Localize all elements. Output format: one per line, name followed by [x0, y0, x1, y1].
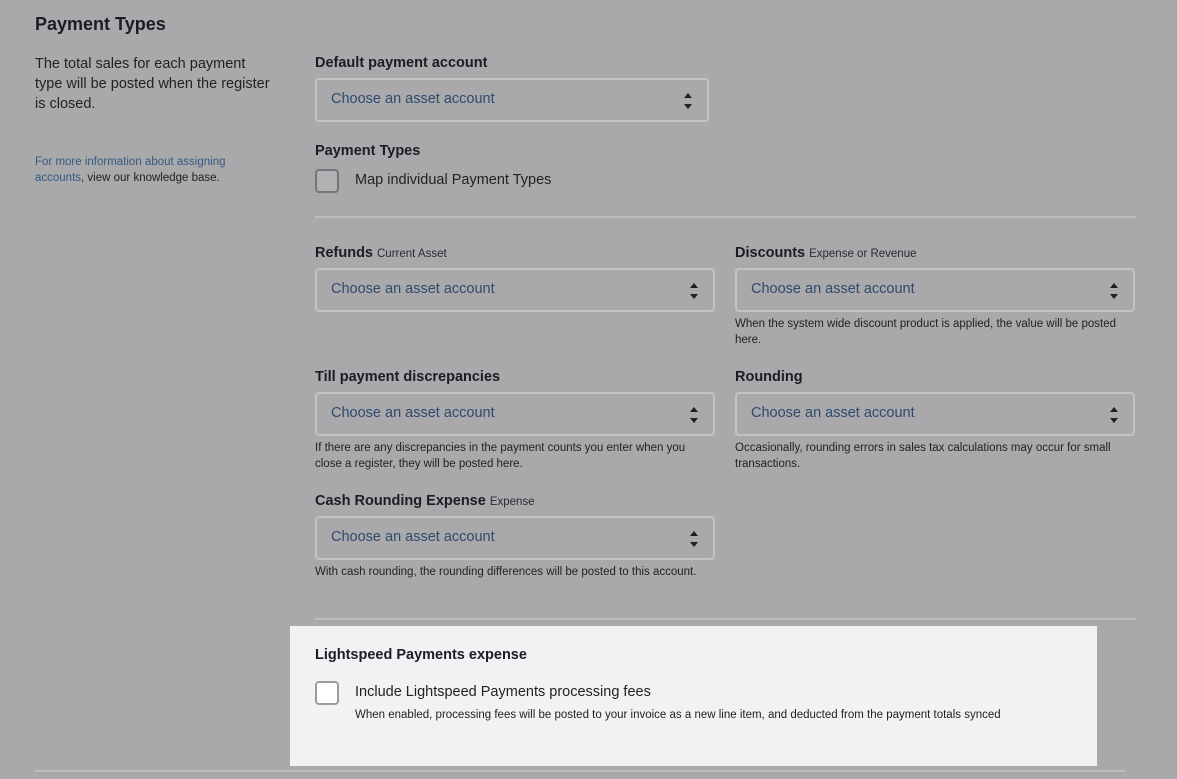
- till-select[interactable]: [315, 392, 715, 436]
- cash-rounding-sublabel: Expense: [489, 496, 535, 508]
- knowledge-base-note: [35, 154, 265, 186]
- discounts-label: [735, 245, 917, 261]
- refunds-label: [315, 245, 447, 261]
- till-value: Choose an asset account: [331, 405, 495, 421]
- bottom-divider: [35, 770, 1125, 772]
- cash-rounding-label-text: Cash Rounding Expense: [315, 493, 486, 509]
- refunds-select[interactable]: [315, 268, 715, 312]
- till-help: If there are any discrepancies in the payment counts you enter when you close a register, they will be posted here.: [315, 442, 686, 470]
- discounts-label-text: Discounts: [735, 245, 806, 261]
- refunds-sublabel: Current Asset: [377, 248, 447, 260]
- discounts-help: When the system wide discount product is applied, the value will be posted here.: [735, 318, 1116, 346]
- select-arrows-icon: [689, 404, 699, 426]
- default-account-value: Choose an asset account: [331, 91, 495, 107]
- rounding-help: Occasionally, rounding errors in sales tax calculations may occur for small transactions.: [735, 442, 1111, 470]
- select-arrows-icon: [1109, 404, 1119, 426]
- rounding-value: Choose an asset account: [751, 405, 915, 421]
- knowledge-base-note-text: , view our knowledge base.: [81, 172, 220, 184]
- cash-rounding-value: Choose an asset account: [331, 529, 495, 545]
- section-description: The total sales for each payment type will be posted when the register is closed.: [35, 56, 270, 112]
- payment-types-label: Payment Types: [315, 143, 421, 159]
- default-account-label: Default payment account: [315, 55, 488, 71]
- refunds-label-text: Refunds: [315, 245, 373, 261]
- lightspeed-fees-label[interactable]: Include Lightspeed Payments processing fees: [355, 684, 651, 700]
- map-payment-types-label[interactable]: Map individual Payment Types: [355, 172, 552, 188]
- divider: [315, 618, 1136, 620]
- lightspeed-title: Lightspeed Payments expense: [315, 647, 527, 663]
- lightspeed-fees-help: When enabled, processing fees will be posted to your invoice as a new line item, and deducted from the payment totals synced: [355, 709, 1001, 721]
- rounding-label: Rounding: [735, 369, 803, 385]
- cash-rounding-select[interactable]: [315, 516, 715, 560]
- cash-rounding-label: [315, 493, 535, 509]
- discounts-select[interactable]: [735, 268, 1135, 312]
- discounts-value: Choose an asset account: [751, 281, 915, 297]
- rounding-select[interactable]: [735, 392, 1135, 436]
- section-title: Payment Types: [35, 14, 166, 34]
- knowledge-base-link[interactable]: For more information about assigning accounts: [35, 156, 226, 184]
- discounts-sublabel: Expense or Revenue: [809, 248, 917, 260]
- select-arrows-icon: [1109, 280, 1119, 302]
- select-arrows-icon: [689, 528, 699, 550]
- divider: [315, 216, 1136, 218]
- map-payment-types-checkbox[interactable]: [315, 169, 339, 193]
- lightspeed-fees-checkbox[interactable]: [315, 681, 339, 705]
- default-account-select[interactable]: [315, 78, 709, 122]
- cash-rounding-help: With cash rounding, the rounding differences will be posted to this account.: [315, 566, 697, 578]
- lightspeed-payments-panel: [290, 626, 1097, 766]
- select-arrows-icon: [683, 90, 693, 112]
- till-label: Till payment discrepancies: [315, 369, 501, 385]
- refunds-value: Choose an asset account: [331, 281, 495, 297]
- select-arrows-icon: [689, 280, 699, 302]
